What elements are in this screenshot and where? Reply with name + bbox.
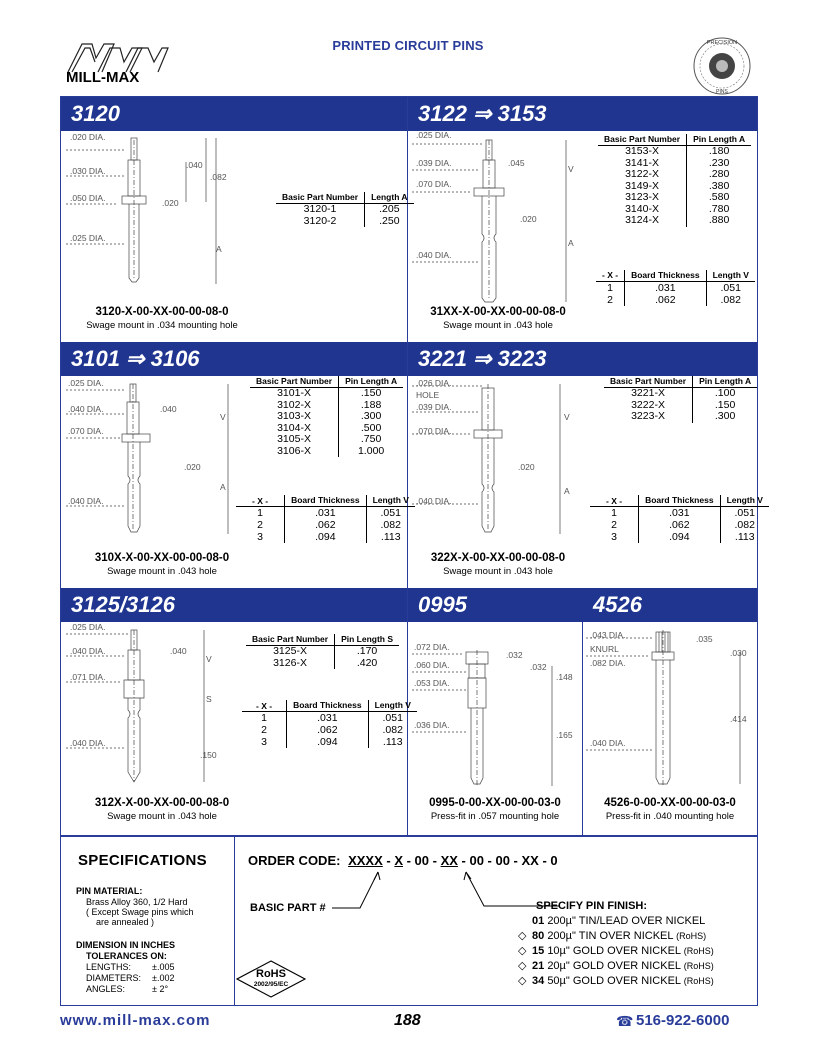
col-header: Basic Part Number [250,376,339,388]
table-row: 3104-X .500 [250,423,403,435]
dim-label: V [568,164,574,174]
dim-label: .025 DIA. [70,233,106,243]
diagram-3221 [412,376,592,546]
part-desc-4526: Press-fit in .040 mounting hole [605,811,735,822]
part-code-3221: 322X-X-00-XX-00-00-08-0 [430,552,566,564]
tolerance-name: DIAMETERS: [86,973,142,983]
order-code-sep: - 00 - [403,853,441,868]
thickness-table-3122 [596,270,755,306]
list-item: ◇ 21 20µ" GOLD OVER NICKEL (RoHS) [518,960,714,972]
dim-label: .070 DIA. [416,426,452,436]
table-row: 3153-X .180 [598,146,751,158]
tolerance-label: TOLERANCES ON: [86,951,167,961]
dim-label: .026 DIA. [416,378,452,388]
dimension-label: DIMENSION IN INCHES [76,940,176,950]
page-title: PRINTED CIRCUIT PINS [332,38,484,53]
dim-label: .039 DIA. [416,158,452,168]
tolerance-value: ±.005 [152,962,175,972]
tolerance-name: LENGTHS: [86,962,132,972]
dim-label: .070 DIA. [416,179,452,189]
dim-label: A [216,244,222,254]
dim-label: .082 DIA. [590,658,626,668]
table-row: 3141-X .230 [598,158,751,170]
dim-label: .040 DIA. [68,496,104,506]
phone-icon: ☎ [616,1013,634,1029]
table-row: 3105-X .750 [250,434,403,446]
dim-label: .040 DIA. [70,646,106,656]
order-code-label: ORDER CODE: [248,853,341,868]
table-3122 [598,134,751,227]
tolerance-name: ANGLES: [86,984,126,994]
dim-label: .040 DIA. [68,404,104,414]
table-row: 3 .094 .113 [242,736,417,748]
dim-label: .040 DIA. [416,496,452,506]
order-code-basic: XXXX [348,853,383,868]
table-row: 3123-X .580 [598,192,751,204]
footer-phone: 516-922-6000 [636,1012,730,1029]
col-header: Pin Length A [339,376,404,388]
table-row: 3222-X .150 [604,400,757,412]
part-desc-3122: Swage mount in .043 hole [443,320,553,331]
table-row: 3120-1 .205 [276,204,414,216]
part-desc-3101: Swage mount in .043 hole [107,566,217,577]
table-row: 3125-X .170 [246,646,399,658]
pin-material-label: PIN MATERIAL: [76,886,143,896]
dim-label: .025 DIA. [68,378,104,388]
order-code-sep: - [382,853,395,868]
dim-label: .020 [184,462,201,472]
dim-label: .043 DIA. [590,630,626,640]
rohs-badge [236,960,306,998]
table-row: 2 .062 .082 [236,519,415,531]
part-desc-0995: Press-fit in .057 mounting hole [430,811,560,822]
order-code-finish: XX [440,853,458,868]
part-code-3101: 310X-X-00-XX-00-00-08-0 [94,552,230,564]
dim-label: .040 DIA. [70,738,106,748]
dim-label: .030 DIA. [70,166,106,176]
col-header: Board Thickness [287,700,369,712]
col-header: Board Thickness [639,495,721,507]
col-header: Basic Part Number [598,134,687,146]
part-code-4526: 4526-0-00-XX-00-00-03-0 [604,797,736,809]
dim-label: .035 [696,634,713,644]
table-row: 2 .062 .082 [596,294,755,306]
col-header: Board Thickness [285,495,367,507]
dim-label: .072 DIA. [414,642,450,652]
finish-list [518,914,714,989]
table-row: 3 .094 .113 [236,531,415,543]
table-row: 2 .062 .082 [242,724,417,736]
table-row: 3103-X .300 [250,411,403,423]
dim-label: .040 [170,646,187,656]
table-3125 [246,634,399,669]
part-desc-3120: Swage mount in .034 mounting hole [86,320,238,331]
part-code-3125: 312X-X-00-XX-00-00-08-0 [94,797,230,809]
dim-label: A [564,486,570,496]
dim-label: S [206,694,212,704]
table-row: 3140-X .780 [598,204,751,216]
list-item: ◇ 34 50µ" GOLD OVER NICKEL (RoHS) [518,975,714,987]
table-row: 3120-2 .250 [276,216,414,228]
section-title-3221: 3221 ⇒ 3223 [418,346,547,371]
diagram-3120 [66,132,246,292]
dim-label: .045 [508,158,525,168]
dim-label: V [564,412,570,422]
table-row: 1 .031 .051 [236,507,415,520]
dim-label: .053 DIA. [414,678,450,688]
order-code-rest: - 00 - 00 - XX - 0 [457,853,558,868]
section-title-0995: 0995 [418,592,467,617]
tolerance-value: ±.002 [152,973,175,983]
thickness-table-3221 [590,495,769,543]
table-row: 3106-X 1.000 [250,446,403,458]
table-row: 3101-X .150 [250,388,403,400]
dim-label: .071 DIA. [70,672,106,682]
footer-url[interactable]: www.mill-max.com [60,1012,211,1029]
col-header: Basic Part Number [276,192,365,204]
dim-label: .150 [200,750,217,760]
page-number: 188 [394,1012,421,1029]
basic-part-label: BASIC PART # [250,902,326,914]
part-code-3120: 3120-X-00-XX-00-00-08-0 [95,306,229,318]
section-title-3120: 3120 [71,101,120,126]
thickness-table-3125 [242,700,417,748]
list-item: 01 200µ" TIN/LEAD OVER NICKEL [532,915,706,927]
table-row: 1 .031 .051 [596,282,755,295]
table-row: 3124-X .880 [598,215,751,227]
col-header: - X - [236,495,285,507]
table-row: 3122-X .280 [598,169,751,181]
dim-label: .414 [730,714,747,724]
dim-label: .032 [506,650,523,660]
table-3221 [604,376,757,423]
dim-label: .020 DIA. [70,132,106,142]
dim-label: .060 DIA. [414,660,450,670]
spec-heading: SPECIFICATIONS [78,852,207,869]
dim-label: .070 DIA. [68,426,104,436]
table-row: 3221-X .100 [604,388,757,400]
col-header: - X - [596,270,625,282]
col-header: - X - [242,700,287,712]
table-3101 [250,376,403,457]
col-header: Length V [366,495,415,507]
dim-label: .040 DIA. [416,250,452,260]
dim-label: V [206,654,212,664]
part-desc-3221: Swage mount in .043 hole [443,566,553,577]
rohs-label: RoHS [256,968,286,980]
table-row: 1 .031 .051 [242,712,417,725]
dim-label: .082 [210,172,227,182]
part-desc-3125: Swage mount in .043 hole [107,811,217,822]
col-header: Pin Length S [335,634,399,646]
diagram-0995 [412,632,580,792]
col-header: - X - [590,495,639,507]
table-row: 3102-X .188 [250,400,403,412]
col-header: Pin Length A [693,376,758,388]
table-row: 3149-X .380 [598,181,751,193]
dim-label: .039 DIA. [416,402,452,412]
order-code-x: X [394,853,403,868]
dim-label: .040 [160,404,177,414]
dim-label: .030 [730,648,747,658]
divider-spec [234,837,235,1005]
table-row: 3223-X .300 [604,411,757,423]
col-header: Length V [706,270,755,282]
col-header: Basic Part Number [604,376,693,388]
rohs-sub: 2002/95/EC [253,981,289,988]
col-header: Length V [368,700,417,712]
list-item: ◇ 80 200µ" TIN OVER NICKEL (RoHS) [518,930,707,942]
dim-label: .020 [520,214,537,224]
part-code-3122: 31XX-X-00-XX-00-00-08-0 [430,306,566,318]
table-row: 3126-X .420 [246,658,399,670]
table-row: 2 .062 .082 [590,519,769,531]
svg-text:MILL-MAX: MILL-MAX [66,69,140,86]
list-item: ◇ 15 10µ" GOLD OVER NICKEL (RoHS) [518,945,714,957]
thickness-table-3101 [236,495,415,543]
diagram-3122 [412,130,592,310]
tolerance-value: ± 2° [152,984,169,994]
svg-text:PINS: PINS [716,89,728,95]
diagram-3125 [66,622,246,792]
dim-label: A [568,238,574,248]
table-row: 3 .094 .113 [590,531,769,543]
dim-label: A [220,482,226,492]
pin-material-line: are annealed ) [96,917,155,927]
section-title-3125: 3125/3126 [71,592,175,617]
col-header: Basic Part Number [246,634,335,646]
pin-material-line: ( Except Swage pins which [86,907,194,917]
dim-label: .025 DIA. [416,130,452,140]
col-header: Board Thickness [625,270,707,282]
dim-label: .050 DIA. [70,193,106,203]
dim-label: .040 [186,160,203,170]
dim-label: .040 DIA. [590,738,626,748]
diagram-4526 [586,628,754,792]
section-title-3101: 3101 ⇒ 3106 [71,346,200,371]
svg-text:PRECISION: PRECISION [706,40,738,46]
dim-label: .165 [556,730,573,740]
precision-seal-icon [692,36,752,96]
col-header: Pin Length A [687,134,752,146]
table-row: 1 .031 .051 [590,507,769,520]
dim-label: .020 [518,462,535,472]
section-title-3122: 3122 ⇒ 3153 [418,101,547,126]
dim-label: KNURL [590,644,619,654]
dim-label: V [220,412,226,422]
pin-material-line: Brass Alloy 360, 1/2 Hard [86,897,188,907]
col-header: Length A [365,192,414,204]
section-title-4526: 4526 [593,592,642,617]
dim-label: .032 [530,662,547,672]
dim-label: .148 [556,672,573,682]
dim-label: .025 DIA. [70,622,106,632]
finish-label: SPECIFY PIN FINISH: [536,900,648,912]
table-3120 [276,192,414,227]
dim-label: .020 [162,198,179,208]
dim-label: .036 DIA. [414,720,450,730]
col-header: Length V [720,495,769,507]
part-code-0995: 0995-0-00-XX-00-00-03-0 [429,797,561,809]
dim-label: HOLE [416,390,440,400]
diagram-3101 [66,376,246,546]
